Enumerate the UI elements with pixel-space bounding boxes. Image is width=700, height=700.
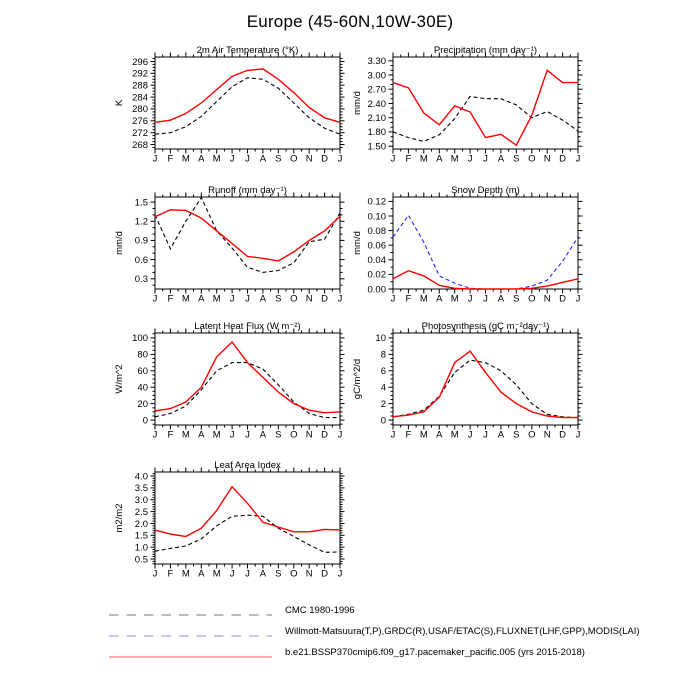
svg-text:0.3: 0.3 xyxy=(134,274,148,286)
svg-text:M: M xyxy=(450,429,459,441)
svg-text:A: A xyxy=(497,293,505,305)
svg-text:2m Air Temperature (°K): 2m Air Temperature (°K) xyxy=(196,45,299,56)
svg-text:W/m^2: W/m^2 xyxy=(114,364,125,394)
chart-snow-depth xyxy=(338,184,598,320)
svg-text:D: D xyxy=(559,293,567,305)
svg-text:A: A xyxy=(198,568,205,580)
svg-text:3.30: 3.30 xyxy=(367,56,386,68)
svg-text:M: M xyxy=(212,153,221,165)
svg-text:0.12: 0.12 xyxy=(367,196,386,208)
chart-svg xyxy=(100,44,360,180)
chart-precipitation xyxy=(338,44,598,180)
svg-text:J: J xyxy=(483,293,488,305)
svg-text:M: M xyxy=(181,153,190,165)
svg-text:J: J xyxy=(245,293,250,305)
svg-text:8: 8 xyxy=(380,349,386,361)
svg-text:3.5: 3.5 xyxy=(134,483,148,495)
svg-text:O: O xyxy=(290,293,298,305)
svg-text:0: 0 xyxy=(380,415,386,427)
svg-text:D: D xyxy=(321,293,329,305)
svg-text:S: S xyxy=(275,568,282,580)
svg-text:M: M xyxy=(450,293,459,305)
svg-text:N: N xyxy=(543,293,551,305)
svg-text:A: A xyxy=(259,568,267,580)
svg-text:1.50: 1.50 xyxy=(367,141,386,153)
svg-text:J: J xyxy=(575,429,581,441)
svg-text:1.5: 1.5 xyxy=(134,197,148,209)
svg-text:292: 292 xyxy=(132,68,148,80)
svg-text:O: O xyxy=(528,293,536,305)
svg-text:2.40: 2.40 xyxy=(367,98,386,110)
svg-text:0.6: 0.6 xyxy=(134,254,148,266)
svg-text:D: D xyxy=(321,568,329,580)
legend-item-cmc xyxy=(108,604,355,616)
svg-text:M: M xyxy=(181,568,190,580)
svg-text:A: A xyxy=(259,153,267,165)
svg-text:0: 0 xyxy=(142,415,148,427)
svg-text:D: D xyxy=(559,153,567,165)
svg-text:M: M xyxy=(450,153,459,165)
legend-label: b.e21.BSSP370cmip6.f09_g17.pacemaker_pacific.005 (yrs 2015-2018) xyxy=(285,646,585,658)
svg-text:272: 272 xyxy=(132,128,148,139)
svg-text:10: 10 xyxy=(375,333,386,345)
svg-text:K: K xyxy=(114,99,125,107)
figure-title: Europe (45-60N,10W-30E) xyxy=(246,12,454,31)
chart-2m-air-temperature xyxy=(100,44,360,180)
svg-text:mm/d: mm/d xyxy=(114,231,125,255)
svg-text:F: F xyxy=(405,153,412,165)
svg-text:mm/d: mm/d xyxy=(352,231,363,255)
svg-text:S: S xyxy=(513,153,520,165)
svg-text:1.5: 1.5 xyxy=(134,530,148,542)
svg-text:4.0: 4.0 xyxy=(134,471,148,483)
svg-text:M: M xyxy=(212,429,221,441)
svg-text:2.70: 2.70 xyxy=(367,84,386,96)
svg-text:J: J xyxy=(229,429,235,441)
svg-text:4: 4 xyxy=(380,382,386,394)
dashed-line-swatch xyxy=(108,627,273,635)
chart-svg xyxy=(338,44,598,180)
svg-text:J: J xyxy=(152,153,158,165)
chart-svg xyxy=(338,184,598,320)
svg-text:40: 40 xyxy=(137,382,148,394)
chart-photosynthesis xyxy=(338,320,598,456)
svg-text:J: J xyxy=(467,429,473,441)
svg-text:J: J xyxy=(575,153,581,165)
svg-text:J: J xyxy=(229,153,235,165)
svg-text:J: J xyxy=(337,293,343,305)
svg-text:J: J xyxy=(483,429,488,441)
svg-text:Snow Depth (m): Snow Depth (m) xyxy=(451,185,520,196)
chart-svg xyxy=(100,320,360,456)
svg-text:3.00: 3.00 xyxy=(367,70,386,82)
svg-text:S: S xyxy=(513,429,520,441)
svg-text:N: N xyxy=(305,568,313,580)
svg-text:M: M xyxy=(212,568,221,580)
svg-text:F: F xyxy=(167,568,174,580)
svg-text:0.00: 0.00 xyxy=(367,284,386,296)
svg-text:J: J xyxy=(390,429,396,441)
svg-text:O: O xyxy=(290,568,298,580)
svg-text:A: A xyxy=(497,429,505,441)
svg-text:Precipitation (mm day⁻¹): Precipitation (mm day⁻¹) xyxy=(433,45,538,56)
dashed-line-swatch xyxy=(108,606,273,614)
svg-text:J: J xyxy=(245,568,250,580)
svg-text:60: 60 xyxy=(137,366,148,378)
legend-label: Willmott-Matsuura(T,P),GRDC(R),USAF/ETAC(S),FLUXNET(LHF,GPP),MODIS(LAI) xyxy=(285,625,640,637)
svg-text:O: O xyxy=(290,429,298,441)
svg-text:M: M xyxy=(419,293,428,305)
svg-text:Latent Heat Flux (W m⁻²): Latent Heat Flux (W m⁻²) xyxy=(194,321,301,332)
svg-text:100: 100 xyxy=(132,333,148,345)
svg-text:A: A xyxy=(198,293,205,305)
svg-text:0.04: 0.04 xyxy=(367,255,386,267)
svg-text:3.0: 3.0 xyxy=(134,495,148,506)
chart-svg xyxy=(100,459,360,595)
chart-leaf-area-index xyxy=(100,459,360,595)
svg-text:N: N xyxy=(543,429,551,441)
svg-text:J: J xyxy=(245,429,250,441)
legend-item-model-run xyxy=(108,646,585,658)
svg-text:0.02: 0.02 xyxy=(367,269,386,281)
svg-text:1.0: 1.0 xyxy=(134,542,148,554)
svg-text:J: J xyxy=(337,568,343,580)
svg-text:S: S xyxy=(275,153,282,165)
svg-text:A: A xyxy=(198,429,205,441)
svg-text:J: J xyxy=(467,293,473,305)
svg-text:M: M xyxy=(181,429,190,441)
svg-text:288: 288 xyxy=(132,80,148,92)
chart-runoff xyxy=(100,184,360,320)
svg-text:J: J xyxy=(337,153,343,165)
svg-text:m2/m2: m2/m2 xyxy=(114,503,125,533)
svg-text:M: M xyxy=(181,293,190,305)
chart-latent-heat-flux xyxy=(100,320,360,456)
svg-text:280: 280 xyxy=(132,104,148,116)
solid-line-swatch xyxy=(108,648,273,656)
svg-text:F: F xyxy=(167,153,174,165)
svg-text:O: O xyxy=(290,153,298,165)
svg-text:A: A xyxy=(259,293,267,305)
svg-text:J: J xyxy=(337,429,343,441)
svg-text:S: S xyxy=(275,293,282,305)
svg-text:F: F xyxy=(167,429,174,441)
svg-text:0.5: 0.5 xyxy=(134,554,148,566)
svg-text:F: F xyxy=(405,429,412,441)
svg-text:J: J xyxy=(152,568,158,580)
svg-text:M: M xyxy=(419,153,428,165)
svg-text:S: S xyxy=(275,429,282,441)
svg-text:M: M xyxy=(419,429,428,441)
svg-text:N: N xyxy=(305,429,313,441)
svg-text:S: S xyxy=(513,293,520,305)
svg-text:2.5: 2.5 xyxy=(134,506,148,518)
svg-text:1.80: 1.80 xyxy=(367,127,386,139)
svg-text:J: J xyxy=(390,153,396,165)
svg-text:J: J xyxy=(229,293,235,305)
svg-text:296: 296 xyxy=(132,56,148,68)
svg-text:2.0: 2.0 xyxy=(134,518,148,530)
svg-text:F: F xyxy=(167,293,174,305)
chart-svg xyxy=(100,184,360,320)
svg-text:F: F xyxy=(405,293,412,305)
legend-line xyxy=(108,653,273,661)
svg-text:M: M xyxy=(212,293,221,305)
svg-text:O: O xyxy=(528,429,536,441)
svg-text:N: N xyxy=(305,153,313,165)
svg-text:J: J xyxy=(229,568,235,580)
svg-text:0.06: 0.06 xyxy=(367,240,386,252)
svg-text:J: J xyxy=(152,429,158,441)
svg-text:Photosynthesis (gC m⁻²day⁻¹): Photosynthesis (gC m⁻²day⁻¹) xyxy=(421,321,550,332)
svg-text:gC/m^2/d: gC/m^2/d xyxy=(352,358,363,400)
svg-text:J: J xyxy=(483,153,488,165)
svg-text:0.08: 0.08 xyxy=(367,225,386,237)
svg-text:J: J xyxy=(575,293,581,305)
svg-text:80: 80 xyxy=(137,349,148,361)
svg-text:284: 284 xyxy=(132,92,148,104)
svg-text:O: O xyxy=(528,153,536,165)
svg-text:276: 276 xyxy=(132,116,148,128)
svg-text:268: 268 xyxy=(132,139,148,151)
svg-text:D: D xyxy=(321,429,329,441)
svg-text:J: J xyxy=(467,153,473,165)
svg-text:J: J xyxy=(390,293,396,305)
svg-text:2.10: 2.10 xyxy=(367,113,386,124)
svg-text:Runoff (mm day⁻¹): Runoff (mm day⁻¹) xyxy=(208,185,287,196)
svg-text:D: D xyxy=(559,429,567,441)
svg-text:0.10: 0.10 xyxy=(367,211,386,223)
chart-svg xyxy=(338,320,598,456)
legend-label: CMC 1980-1996 xyxy=(285,604,355,616)
svg-text:Leaf Area Index: Leaf Area Index xyxy=(214,460,281,471)
svg-text:N: N xyxy=(305,293,313,305)
svg-text:J: J xyxy=(245,153,250,165)
legend-line xyxy=(108,632,273,640)
svg-text:D: D xyxy=(321,153,329,165)
svg-text:0.9: 0.9 xyxy=(134,235,148,247)
svg-text:N: N xyxy=(543,153,551,165)
svg-text:A: A xyxy=(198,153,205,165)
svg-text:6: 6 xyxy=(380,366,386,378)
svg-text:A: A xyxy=(497,153,505,165)
svg-text:J: J xyxy=(152,293,158,305)
svg-text:mm/d: mm/d xyxy=(352,91,363,115)
svg-text:A: A xyxy=(436,293,443,305)
svg-text:1.2: 1.2 xyxy=(134,216,148,228)
svg-text:A: A xyxy=(436,429,443,441)
svg-text:2: 2 xyxy=(380,398,386,410)
legend-item-observations xyxy=(108,625,640,637)
legend-line xyxy=(108,611,273,619)
svg-text:A: A xyxy=(259,429,267,441)
svg-text:20: 20 xyxy=(137,398,148,410)
svg-text:A: A xyxy=(436,153,443,165)
